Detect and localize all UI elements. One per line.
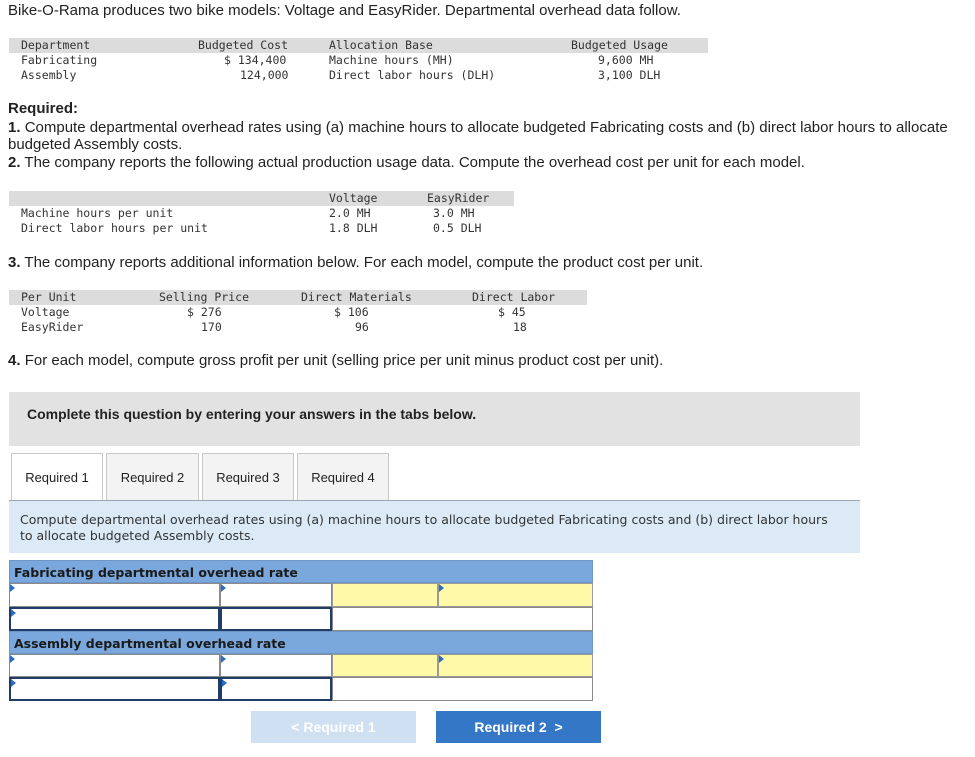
fabricating-cost-input[interactable]: [9, 607, 220, 631]
answer-grid: [9, 560, 593, 701]
tab-required-2[interactable]: Required 2: [106, 453, 199, 500]
usage-cell: Direct labor hours per unit: [21, 221, 208, 235]
input-marker-icon: [439, 584, 444, 592]
dept-cell: $ 134,400: [224, 53, 287, 67]
assembly-section-header: [9, 631, 593, 654]
required-item-4: [8, 352, 948, 369]
required-item-number: 3.: [8, 254, 21, 271]
cost-header-direct-materials: Direct Materials: [301, 290, 412, 304]
dept-cell: Fabricating: [21, 53, 98, 67]
required-item-2: [8, 154, 948, 171]
chevron-right-icon: >: [546, 719, 563, 735]
cost-cell: 170: [201, 320, 222, 334]
assembly-rate-output: [332, 677, 593, 701]
input-marker-icon: [221, 655, 226, 663]
usage-cell: 2.0 MH: [329, 206, 371, 220]
fabricating-cost-label-input[interactable]: [9, 583, 220, 607]
dept-header-budgeted-usage: Budgeted Usage: [571, 38, 668, 52]
cost-header-direct-labor: Direct Labor: [472, 290, 556, 304]
prev-button-label: Required 1: [303, 719, 376, 735]
department-table: [9, 38, 708, 86]
usage-header-easyrider: EasyRider: [427, 191, 490, 205]
input-marker-icon: [222, 679, 227, 687]
assembly-base-label-input[interactable]: [220, 654, 332, 677]
fabricating-base-input[interactable]: [220, 607, 332, 631]
usage-cell: Machine hours per unit: [21, 206, 174, 220]
next-button-label: Required 2: [474, 719, 547, 735]
fabricating-operator-cell: [332, 583, 438, 607]
usage-table: [9, 191, 514, 239]
cost-cell: EasyRider: [21, 320, 84, 334]
tab-instruction-text: Compute departmental overhead rates using (a) machine hours to allocate budgeted Fabricating costs and (b) direct labor hours to allocate budgeted Assembly costs.: [20, 512, 828, 543]
usage-cell: 1.8 DLH: [329, 221, 378, 235]
fabricating-section-header: [9, 560, 593, 583]
dept-header-allocation-base: Allocation Base: [329, 38, 433, 52]
dept-cell: Machine hours (MH): [329, 53, 454, 67]
cost-cell: $ 45: [498, 305, 526, 319]
input-marker-icon: [11, 609, 16, 617]
instructions-banner: [9, 392, 860, 446]
dept-cell: 3,100 DLH: [598, 68, 661, 82]
required-item-text: For each model, compute gross profit per unit (selling price per unit minus product cost per unit).: [24, 352, 664, 369]
assembly-cost-label-input[interactable]: [9, 654, 220, 677]
dept-cell: 124,000: [240, 68, 289, 82]
next-required-button[interactable]: [436, 711, 601, 743]
cost-header-per-unit: Per Unit: [21, 290, 77, 304]
intro-text: Bike-O-Rama produces two bike models: Voltage and EasyRider. Departmental overhead data follow.: [8, 2, 681, 19]
usage-header-voltage: Voltage: [329, 191, 378, 205]
required-item-text: Compute departmental overhead rates using (a) machine hours to allocate budgeted Fabricating costs and (b) direct labor hours to allocate budgeted Assembly costs.: [8, 119, 948, 153]
banner-text: Complete this question by entering your answers in the tabs below.: [27, 406, 477, 422]
cost-table: [9, 290, 587, 338]
input-marker-icon: [10, 655, 15, 663]
input-marker-icon: [10, 584, 15, 592]
tab-required-1[interactable]: Required 1: [11, 453, 103, 501]
dept-cell: Assembly: [21, 68, 77, 82]
tab-required-3[interactable]: Required 3: [202, 453, 294, 500]
assembly-operator-cell: [332, 654, 438, 677]
assembly-cost-input[interactable]: [9, 677, 220, 701]
dept-header-department: Department: [21, 38, 91, 52]
assembly-section-title: Assembly departmental overhead rate: [14, 636, 286, 651]
fabricating-base-label-input[interactable]: [220, 583, 332, 607]
dept-cell: 9,600 MH: [598, 53, 654, 67]
cost-cell: $ 276: [187, 305, 222, 319]
required-item-text: The company reports the following actual production usage data. Compute the overhead cost per unit for each model.: [24, 154, 805, 171]
dept-header-budgeted-cost: Budgeted Cost: [198, 38, 289, 52]
required-item-text: The company reports additional information below. For each model, compute the product cost per unit.: [24, 254, 704, 271]
input-marker-icon: [11, 679, 16, 687]
cost-cell: $ 106: [334, 305, 369, 319]
fabricating-rate-output: [332, 607, 593, 631]
cost-cell: 18: [513, 320, 527, 334]
fabricating-rate-label-input[interactable]: [438, 583, 593, 607]
cost-cell: 96: [355, 320, 369, 334]
tab-instruction-panel: [9, 501, 860, 553]
usage-cell: 0.5 DLH: [433, 221, 482, 235]
input-marker-icon: [439, 655, 444, 663]
required-item-number: 2.: [8, 154, 21, 171]
chevron-left-icon: <: [291, 719, 304, 735]
tab-required-4[interactable]: Required 4: [297, 453, 389, 500]
dept-cell: Direct labor hours (DLH): [329, 68, 496, 82]
fabricating-section-title: Fabricating departmental overhead rate: [14, 565, 298, 580]
required-item-number: 1.: [8, 119, 21, 136]
usage-cell: 3.0 MH: [433, 206, 475, 220]
assembly-base-input[interactable]: [220, 677, 332, 701]
cost-cell: Voltage: [21, 305, 70, 319]
required-item-number: 4.: [8, 352, 21, 369]
required-item-1: [8, 119, 948, 153]
required-title: Required:: [8, 100, 79, 117]
prev-required-button[interactable]: [251, 711, 416, 743]
required-item-3: [8, 254, 948, 271]
input-marker-icon: [221, 584, 226, 592]
cost-header-selling-price: Selling Price: [159, 290, 250, 304]
assembly-rate-label-input[interactable]: [438, 654, 593, 677]
